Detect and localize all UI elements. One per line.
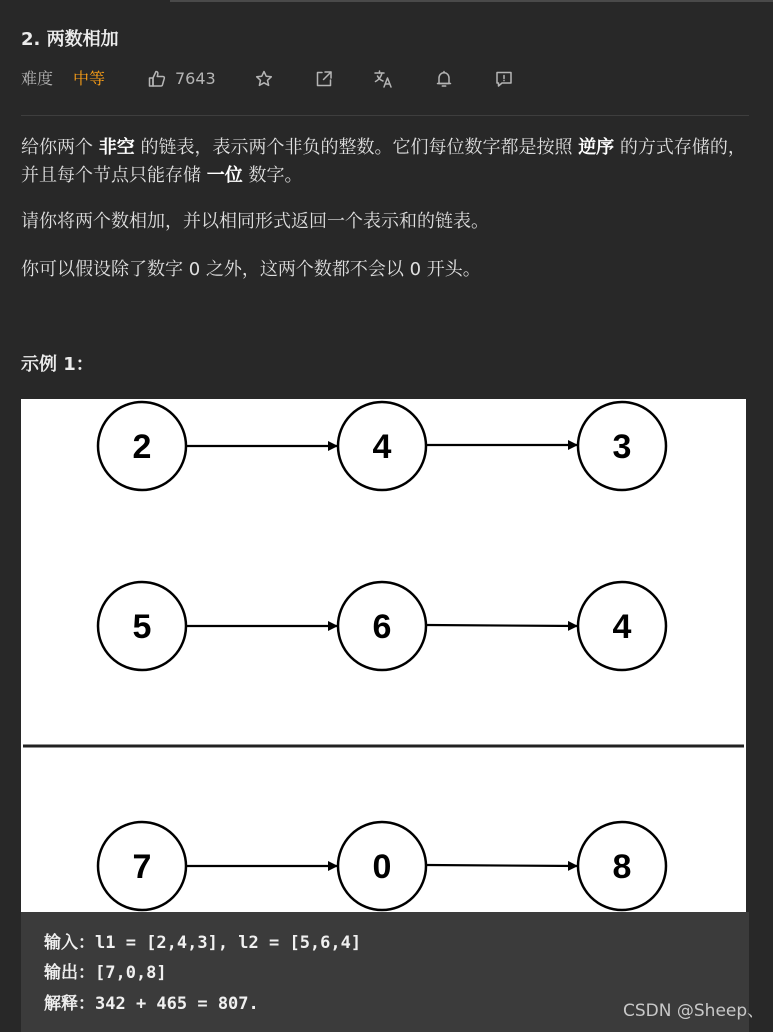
node-value: 4 [372, 428, 392, 466]
share-icon [314, 69, 334, 89]
subscribe-button[interactable] [433, 66, 455, 92]
node-value: 6 [372, 608, 392, 646]
feedback-button[interactable] [493, 66, 515, 92]
like-count: 7643 [175, 69, 216, 88]
example-title: 示例 1： [21, 354, 94, 375]
node-value: 0 [372, 848, 392, 886]
list-node [98, 402, 186, 490]
list-node [338, 582, 426, 670]
star-icon [254, 69, 274, 89]
share-button[interactable] [313, 66, 335, 92]
difficulty-value[interactable]: 中等 [73, 69, 106, 88]
header-divider [21, 115, 749, 116]
description-paragraph-1 [21, 134, 751, 190]
description-paragraph-2: 请你将两个数相加，并以相同形式返回一个表示和的链表。 [21, 211, 489, 232]
bell-icon [434, 69, 454, 89]
csdn-watermark: CSDN @Sheep、 [623, 1001, 765, 1021]
feedback-icon [494, 69, 514, 89]
example-output-line: 输出：[7,0,8] [44, 963, 167, 983]
list-node [98, 822, 186, 910]
desc-emphasis-non-empty: 非空 [98, 137, 135, 158]
list-arrow [427, 865, 577, 866]
desc-emphasis-reverse-order: 逆序 [578, 137, 615, 158]
translate-button[interactable] [373, 66, 395, 92]
list-arrow [427, 625, 577, 626]
problem-meta-bar [21, 66, 751, 92]
desc-text: 的链表，表示两个非负的整数。它们每位数字都是按照 [134, 137, 579, 158]
list-node [578, 402, 666, 490]
top-border-line [170, 0, 773, 2]
node-value: 3 [612, 428, 632, 466]
like-button[interactable] [147, 66, 216, 92]
list-node [578, 822, 666, 910]
translate-icon [373, 69, 395, 89]
desc-text: 的方式存储的，并且每个节点只能存储 [21, 137, 746, 186]
linked-list-diagram [21, 399, 746, 912]
example-input-line: 输入：l1 = [2,4,3], l2 = [5,6,4] [44, 933, 362, 953]
thumbs-up-icon [147, 69, 167, 89]
list-node [98, 582, 186, 670]
example-explanation-line: 解释：342 + 465 = 807. [44, 994, 259, 1014]
list-node [338, 822, 426, 910]
favorite-button[interactable] [253, 66, 275, 92]
desc-text: 给你两个 [21, 137, 99, 158]
node-value: 5 [132, 608, 152, 646]
description-paragraph-3: 你可以假设除了数字 0 之外，这两个数都不会以 0 开头。 [21, 259, 481, 280]
node-value: 2 [132, 428, 152, 466]
desc-text: 数字。 [242, 165, 303, 186]
desc-emphasis-one-digit: 一位 [206, 165, 243, 186]
difficulty-label: 难度 [21, 69, 54, 88]
list-node [578, 582, 666, 670]
node-value: 7 [132, 848, 152, 886]
node-value: 4 [612, 608, 632, 646]
node-value: 8 [612, 848, 632, 886]
problem-title: 2. 两数相加 [21, 29, 119, 50]
list-node [338, 402, 426, 490]
